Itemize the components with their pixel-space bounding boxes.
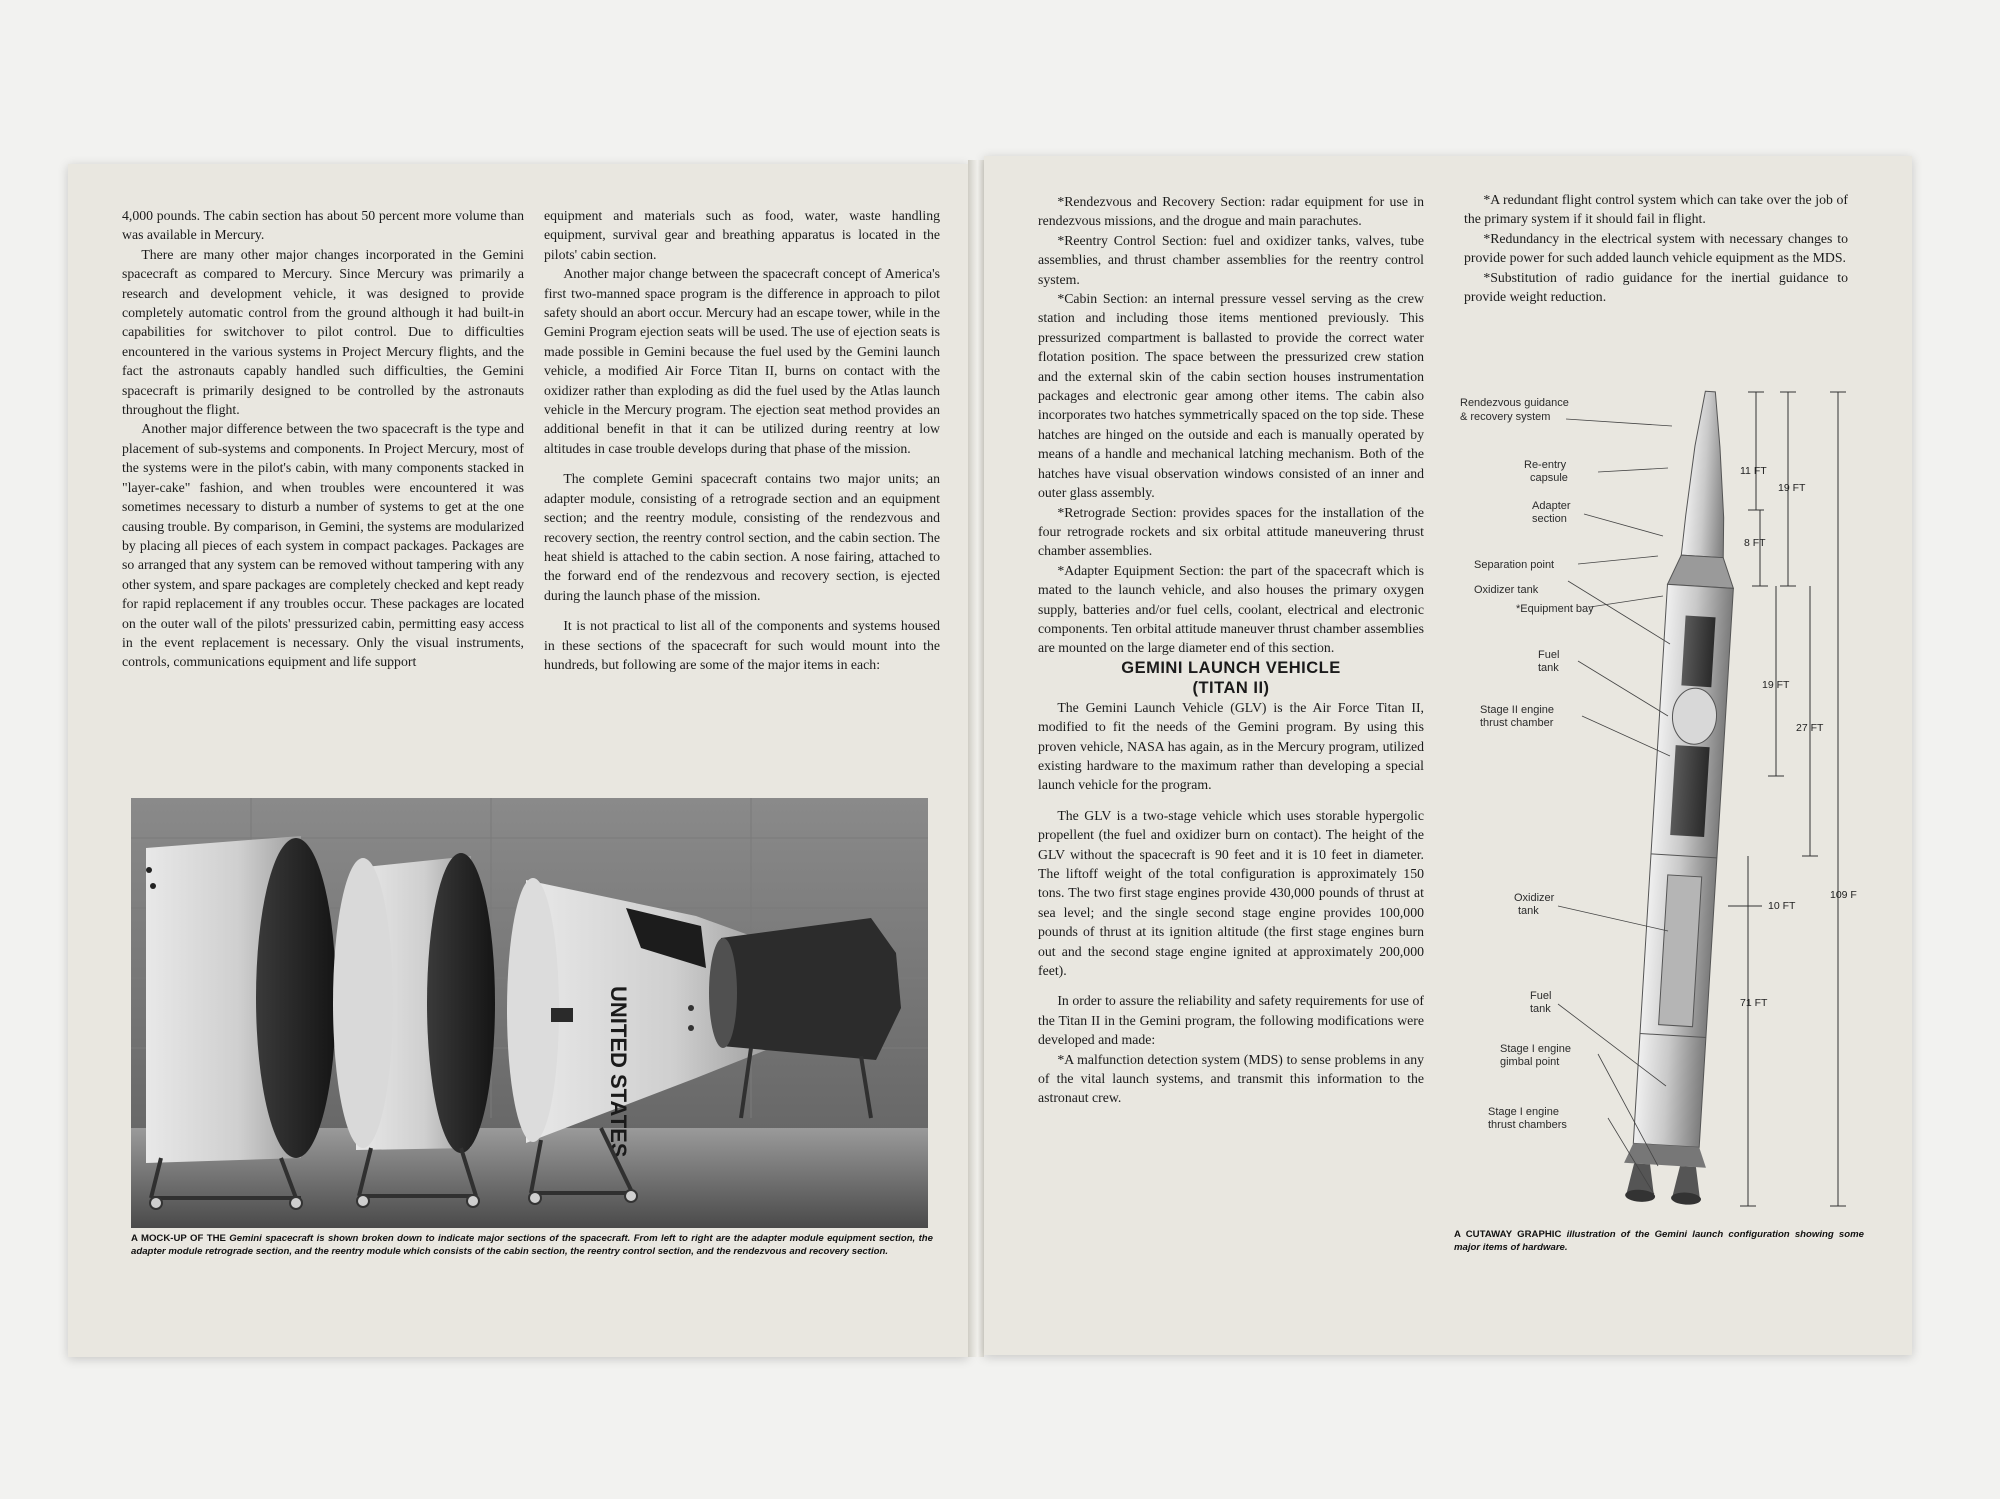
caption-lead: A CUTAWAY GRAPHIC	[1454, 1229, 1562, 1240]
label-thrust-chambers: Stage I engine	[1488, 1106, 1559, 1118]
paragraph: Another major change between the spacecraft concept of America's first two-manned space program is the difference in approach to pilot safety should an abort occur. Mercury had an escape tower, while in the Gemini Program ejection seats will be used. The use of ejection seats is made possible in Gemini because the fuel used by the Gemini launch vehicle, a modified Air Force Titan II, burns on contact with the oxidizer rather than exploding as did the fuel used by the Atlas launch vehicle in the Mercury program. The ejection seat method provides an additional benefit in that it can be utilized during reentry at low altitudes in case trouble develops during that phase of the mission.	[544, 266, 940, 456]
label-reentry-2: capsule	[1530, 472, 1568, 484]
label-gimbal-point: Stage I engine	[1500, 1043, 1571, 1055]
paragraph: *Retrograde Section: provides spaces for the installation of the four retrograde rockets and six orbital attitude maneuvering thrust chamber assemblies.	[1038, 504, 1424, 559]
photo-caption	[131, 1232, 933, 1258]
right-page	[984, 156, 1912, 1355]
caption-body: Gemini spacecraft is shown broken down to indicate major sections of the spacecraft. From left to right are the adapter module equipment section, the adapter module retrograde section, and the reentry module which consists of the cabin section, the reentry control section, and the rendezvous and recovery section.	[131, 1233, 933, 1257]
caption-body: illustration of the Gemini launch configuration showing some major items of hardware.	[1454, 1229, 1864, 1253]
titan-cutaway-diagram	[1458, 386, 1866, 1216]
label-fuel-tank-top: Fuel	[1538, 649, 1560, 661]
paragraph: *Rendezvous and Recovery Section: radar equipment for use in rendezvous missions, and the drogue and main parachutes.	[1038, 194, 1424, 229]
paragraph: It is not practical to list all of the components and systems housed in these sections of the spacecraft for such would mount into the hundreds, but following are some of the major items in each:	[544, 618, 940, 672]
gemini-mockup-photo	[131, 798, 928, 1228]
paragraph: *A redundant flight control system which can take over the job of the primary system if it should fail in flight.	[1464, 192, 1848, 227]
dim-10ft: 10 FT	[1768, 900, 1796, 912]
heading-line-1: GEMINI LAUNCH VEHICLE	[1121, 658, 1341, 677]
paragraph: equipment and materials such as food, water, waste handling equipment, survival gear and breathing apparatus is located in the pilots' cabin section.	[544, 208, 940, 262]
label-adapter: Adapter	[1532, 500, 1571, 512]
page-spine	[968, 160, 984, 1357]
label-gimbal-point-2: gimbal point	[1500, 1056, 1560, 1068]
label-separation-point: Separation point	[1474, 559, 1555, 571]
dim-71ft: 71 FT	[1740, 997, 1768, 1009]
label-adapter-2: section	[1532, 513, 1567, 525]
dim-8ft: 8 FT	[1744, 537, 1766, 549]
caption-lead: A MOCK-UP OF THE	[131, 1233, 226, 1244]
label-rendezvous: Rendezvous guidance	[1460, 397, 1569, 409]
paragraph: In order to assure the reliability and safety requirements for use of the Titan II in the Gemini program, the following modifications were developed and made:	[1038, 993, 1424, 1048]
dim-27ft: 27 FT	[1796, 722, 1824, 734]
left-page	[68, 164, 968, 1357]
paragraph: The GLV is a two-stage vehicle which uses storable hypergolic propellent (the fuel and oxidizer burn on contact). The height of the GLV without the spacecraft is 90 feet and it is 10 feet in diameter. The liftoff weight of the total configuration is approximately 150 tons. The two first stage engines provide 430,000 pounds of thrust at sea level; and the single second stage engine provides 100,000 pounds of thrust at its ignition altitude (the first stage engines burn out and the second stage engine ignited at approximately 200,000 feet).	[1038, 807, 1424, 979]
right-column-2	[1464, 190, 1848, 306]
left-column-2	[544, 206, 940, 674]
dim-11ft: 11 FT	[1740, 465, 1767, 477]
paragraph: *Substitution of radio guidance for the inertial guidance to provide weight reduction.	[1464, 269, 1848, 305]
paragraph: *Redundancy in the electrical system with necessary changes to provide power for such added launch vehicle equipment as the MDS.	[1464, 230, 1848, 266]
section-heading	[1038, 658, 1424, 698]
paragraph: *Adapter Equipment Section: the part of the spacecraft which is mated to the launch vehicle, and also houses the primary oxygen supply, batteries and/or fuel cells, coolant, electrical and electronic components. Ten orbital attitude maneuver thrust chamber assemblies are mounted on the large diameter end of this section.	[1038, 562, 1424, 656]
label-stage2-engine-2: thrust chamber	[1480, 717, 1554, 729]
paragraph: *A malfunction detection system (MDS) to sense problems in any of the vital launch systems, and transmit this information to the astronaut crew.	[1038, 1051, 1424, 1106]
label-reentry: Re-entry	[1524, 459, 1567, 471]
label-stage2-engine: Stage II engine	[1480, 704, 1555, 716]
paragraph: *Reentry Control Section: fuel and oxidizer tanks, valves, tube assemblies, and thrust chamber assemblies for the reentry control system.	[1038, 232, 1424, 287]
label-fuel-tank-bottom-2: tank	[1530, 1003, 1551, 1015]
paragraph: There are many other major changes incorporated in the Gemini spacecraft as compared to Mercury. Since Mercury was primarily a research and development vehicle, it was designed to provide completely automatic control from the ground although it had built-in capabilities for switchover to pilot control. Due to difficulties encountered in the various systems in Project Mercury flights, and the fact the astronauts capably handled such difficulties, the Gemini spacecraft is primarily designed to be controlled by the astronauts throughout the flight.	[122, 246, 524, 418]
right-column-1	[1038, 192, 1424, 1108]
label-oxidizer-tank-top: Oxidizer tank	[1474, 584, 1539, 596]
photo-lettering: UNITED STATES	[606, 986, 631, 1158]
label-oxidizer-tank-bottom: Oxidizer	[1514, 892, 1555, 904]
label-equipment-bay: *Equipment bay	[1516, 603, 1594, 615]
heading-line-2: (TITAN II)	[1192, 678, 1270, 697]
label-fuel-tank-bottom: Fuel	[1530, 990, 1552, 1002]
dim-19ft-b: 19 FT	[1762, 679, 1790, 691]
label-fuel-tank-top-2: tank	[1538, 662, 1559, 674]
paragraph: The complete Gemini spacecraft contains two major units; an adapter module, consisting of a retrograde section and an equipment section; and the reentry module, consisting of the rendezvous and recovery section, the reentry control section, and the cabin section. The heat shield is attached to the cabin section. A nose fairing, attached to the forward end of the rendezvous and recovery section, is ejected during the launch phase of the mission.	[544, 471, 940, 603]
label-thrust-chambers-2: thrust chambers	[1488, 1119, 1567, 1131]
dim-109ft: 109 F	[1830, 889, 1857, 901]
paragraph: The Gemini Launch Vehicle (GLV) is the Air Force Titan II, modified to fit the needs of the Gemini program. By using this proven vehicle, NASA has again, as in the Mercury program, utilized existing hardware to the maximum rather than developing a special launch vehicle for the program.	[1038, 699, 1424, 793]
paragraph: 4,000 pounds. The cabin section has about 50 percent more volume than was available in Mercury.	[122, 208, 524, 243]
cutaway-caption	[1454, 1228, 1864, 1254]
paragraph: *Cabin Section: an internal pressure vessel serving as the crew station and including those items mentioned previously. This pressurized compartment is ballasted to provide the correct water flotation position. The space between the pressurized crew station and the external skin of the cabin section houses instrumentation packages and electronic gear among other items. The cabin also incorporates two hatches symmetrically spaced on the top side. These hatches are hinged on the outside and each is manually operated by means of a handle and mechanical latching mechanism. Both of the hatches have visual observation windows consisted of an inner and outer glass assembly.	[1038, 291, 1424, 501]
label-rendezvous-2: & recovery system	[1460, 411, 1551, 423]
dim-19ft-a: 19 FT	[1778, 482, 1806, 494]
left-column-1	[122, 206, 524, 672]
paragraph: Another major difference between the two spacecraft is the type and placement of sub-systems and components. In Project Mercury, most of the systems were in the pilot's cabin, with many components stacked in "layer-cake" fashion, and when troubles were encountered it was sometimes necessary to disturb a number of systems to get at the one causing trouble. By comparison, in Gemini, the systems are modularized by placing all pieces of each system in compact packages. Packages are so arranged that any system can be removed without tampering with any other system, and spare packages are completely checked and kept ready for rapid replacement if any troubles occur. These packages are located on the outer wall of the pilots' pressurized cabin, permitting easy access in the event replacement is necessary. Only the visual instruments, controls, communications equipment and life support	[122, 421, 524, 670]
label-oxidizer-tank-bottom-2: tank	[1518, 905, 1539, 917]
